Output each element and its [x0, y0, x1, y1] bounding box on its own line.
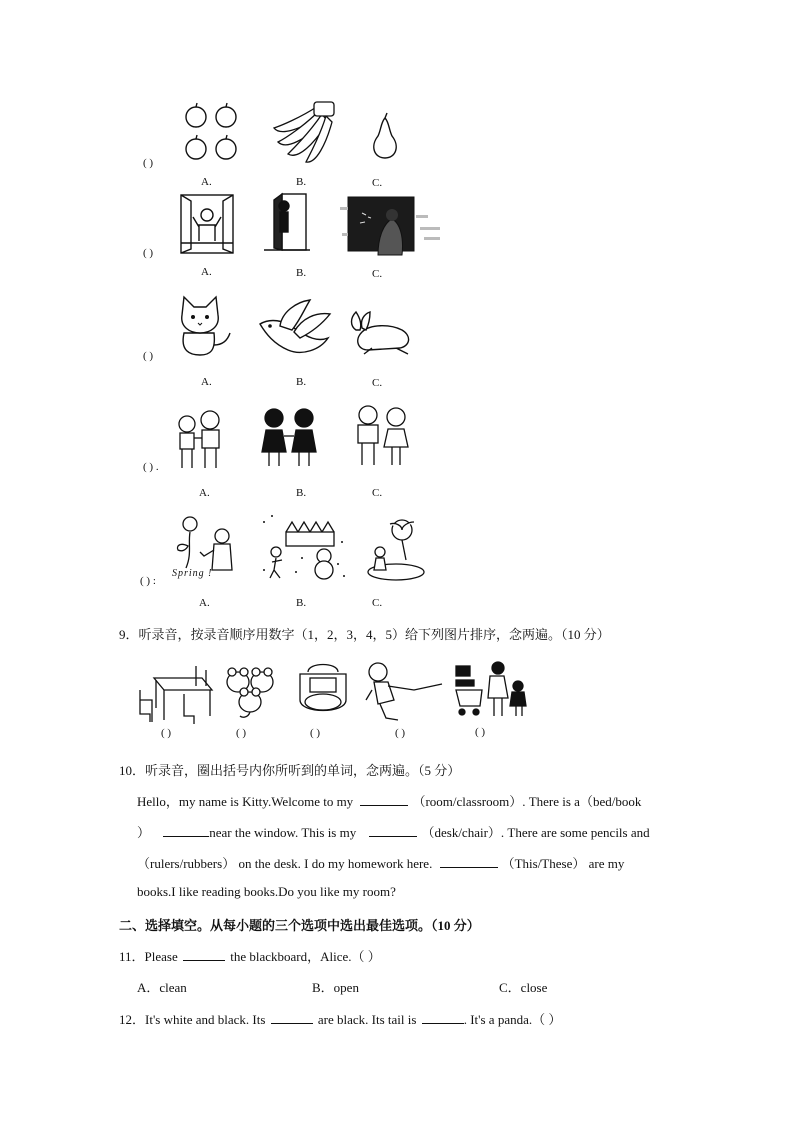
mice-image [222, 658, 278, 720]
option-label-a: A. [201, 376, 212, 388]
teacher-image [364, 660, 448, 724]
q11-option-c[interactable]: C．close [499, 980, 548, 995]
q10-line-2 [137, 822, 650, 841]
q9-paren-4[interactable]: ( ) [395, 727, 406, 739]
q11-text: 11．Please [119, 949, 178, 964]
q10-text: （rulers/rubbers） on the desk. I do my homework here. [137, 856, 433, 871]
answer-paren-row-4[interactable]: ( ) . [143, 461, 159, 473]
option-label-c: C. [372, 487, 383, 499]
option-label-b: B. [296, 176, 307, 188]
q12-blank-1[interactable] [271, 1022, 313, 1024]
answer-paren-row-5[interactable]: ( ) : [140, 575, 156, 587]
q10-line-1 [137, 791, 641, 810]
q9-paren-1[interactable]: ( ) [161, 727, 172, 739]
boy-and-girl-image [352, 403, 412, 467]
pear-image [370, 112, 400, 160]
q10-line-3 [137, 853, 624, 872]
q12-text: . It's a panda.（ ） [463, 1012, 562, 1027]
option-label-a: A. [199, 487, 210, 499]
rabbit-image [348, 310, 414, 356]
q10-text: （desk/chair）. There are some pencils and [421, 825, 650, 840]
open-door-image [262, 190, 312, 256]
q10-blank-3[interactable] [369, 835, 417, 837]
bird-image [256, 298, 332, 358]
q10-text: ） [137, 825, 151, 840]
q9-paren-5[interactable]: ( ) [475, 726, 486, 738]
two-boys-image [174, 408, 228, 472]
answer-paren-row-1[interactable]: ( ) [143, 157, 154, 169]
answer-paren-row-2[interactable]: ( ) [143, 247, 154, 259]
q10-blank-1[interactable] [360, 804, 408, 806]
option-label-c: C. [372, 268, 383, 280]
q10-blank-2[interactable] [163, 835, 209, 837]
q10-title: 10．听录音，圈出括号内你所听到的单词，念两遍。（5 分） [119, 763, 461, 778]
q9-title: 9．听录音，按录音顺序用数字（1，2，3，4，5）给下列图片排序，念两遍。（10 分） [119, 627, 610, 642]
open-window-image [177, 193, 237, 255]
q11-option-a[interactable]: A．clean [137, 980, 187, 995]
q11-blank[interactable] [183, 959, 225, 961]
q9-paren-2[interactable]: ( ) [236, 727, 247, 739]
q10-text: Hello，my name is Kitty.Welcome to my [137, 794, 354, 809]
table-chairs-image [138, 664, 218, 724]
cat-image [176, 293, 232, 359]
option-label-c: C. [372, 377, 383, 389]
option-label-c: C. [372, 597, 383, 609]
two-girls-image [258, 406, 322, 468]
bananas-image [270, 100, 338, 166]
option-label-c: C. [372, 177, 383, 189]
option-label-a: A. [201, 176, 212, 188]
option-label-b: B. [296, 487, 307, 499]
q12-text: 12．It's white and black. Its [119, 1012, 266, 1027]
spring-caption: Spring ! [172, 568, 213, 579]
blackboard-image [340, 193, 444, 259]
option-label-b: B. [296, 597, 307, 609]
summer-image [362, 516, 432, 582]
section-2-title: 二、选择填空。从每小题的三个选项中选出最佳选项。（10 分） [119, 918, 480, 933]
option-label-a: A. [201, 266, 212, 278]
option-label-b: B. [296, 267, 307, 279]
q10-text: （This/These） are my [501, 856, 625, 871]
winter-image [258, 512, 348, 582]
q10-blank-4[interactable] [440, 866, 498, 868]
family-image [454, 660, 530, 722]
answer-paren-row-3[interactable]: ( ) [143, 350, 154, 362]
four-apples-image [183, 102, 241, 164]
q11-stem [119, 946, 381, 965]
q9-paren-3[interactable]: ( ) [310, 727, 321, 739]
q12-blank-2[interactable] [422, 1022, 464, 1024]
schoolbag-image [294, 660, 352, 718]
q12-stem [119, 1009, 561, 1028]
q10-text: near the window. This is my [209, 825, 357, 840]
q10-text: （room/classroom）. There is a（bed/book [412, 794, 642, 809]
option-label-a: A. [199, 597, 210, 609]
q11-option-b[interactable]: B．open [312, 980, 359, 995]
q11-text: the blackboard，Alice.（ ） [230, 949, 381, 964]
q12-text: are black. Its tail is [317, 1012, 417, 1027]
q10-line-4: books.I like reading books.Do you like my room? [137, 884, 396, 899]
option-label-b: B. [296, 376, 307, 388]
